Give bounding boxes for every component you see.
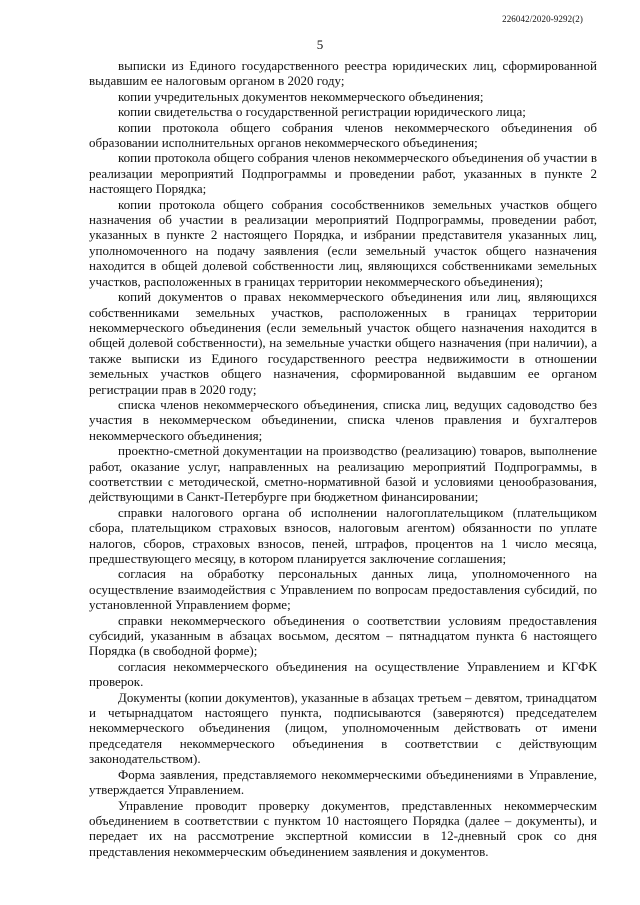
paragraph: копии протокола общего собрания членов некоммерческого объединения об участии в реализации мероприятий Подпрограммы и проведении работ, указанных в пункте 2 настоящего Порядка; bbox=[89, 150, 597, 197]
page-number: 5 bbox=[316, 37, 324, 52]
paragraph: копии свидетельства о государственной регистрации юридического лица; bbox=[118, 104, 526, 120]
paragraph: копии протокола общего собрания сособственников земельных участков общего назначения об участии в реализации мероприятий Подпрограммы, проведении работ, указанных в пункте 2 настоящего Порядка, и избрании представителя указанных лиц, уполномоченного на подачу заявления (если земельный участок общего назначения находится в общей долевой собственности лиц, являющихся собственниками земельных участков, расположенных в границах территории некоммерческого объединения); bbox=[89, 196, 597, 289]
paragraph: списка членов некоммерческого объединения, списка лиц, ведущих садоводство без участия в некоммерческом объединении, списка членов правления и бухгалтеров некоммерческого объединения; bbox=[89, 396, 597, 443]
document-registration-code: 226042/2020-9292(2) bbox=[502, 14, 583, 24]
paragraph: Управление проводит проверку документов, представленных некоммерческим объединением в соответствии с пунктом 10 настоящего Порядка (далее – документы), и передает их на рассмотрение экспертной комиссии в 12-дневный срок со дня представления некоммерческим объединением заявления и документов. bbox=[89, 797, 597, 859]
paragraph: выписки из Единого государственного реестра юридических лиц, сформированной выдавшим ее налоговым органом в 2020 году; bbox=[89, 58, 597, 89]
paragraph: согласия на обработку персональных данных лица, уполномоченного на осуществление взаимодействия с Управлением по вопросам предоставления субсидий, по установленной Управлением форме; bbox=[89, 566, 597, 613]
paragraph: Документы (копии документов), указанные в абзацах третьем – девятом, тринадцатом и четырнадцатом настоящего пункта, подписываются (заверяются) председателем некоммерческого объединения (лицом, уполномоченным действовать от имени председателя некоммерческого объединения в соответствии с действующим законодательством). bbox=[89, 689, 597, 767]
paragraph: Форма заявления, представляемого некоммерческими объединениями в Управление, утверждается Управлением. bbox=[89, 766, 597, 798]
paragraph: согласия некоммерческого объединения на осуществление Управлением и КГФК проверок. bbox=[89, 658, 597, 690]
paragraph: копии протокола общего собрания членов некоммерческого объединения об образовании исполнительных органов некоммерческого объединения; bbox=[89, 119, 597, 151]
paragraph: копии учредительных документов некоммерческого объединения; bbox=[118, 88, 484, 104]
paragraph: копий документов о правах некоммерческого объединения или лиц, являющихся собственниками земельных участков, расположенных в границах территории некоммерческого объединения (если земельный участок общего назначения находится в общей долевой собственности), на земельные участки общего назначения (при наличии), а также выписки из Единого государственного реестра недвижимости в отношении земельных участков общего назначения, сформированной выдавшим ее органом регистрации прав в 2020 году; bbox=[89, 289, 597, 397]
paragraph: справки некоммерческого объединения о соответствии условиям предоставления субсидий, указанным в абзацах восьмом, десятом – пятнадцатом пункта 6 настоящего Порядка (в свободной форме); bbox=[89, 612, 597, 659]
paragraph: справки налогового органа об исполнении налогоплательщиком (плательщиком сбора, плательщиком страховых взносов, налоговым агентом) обязанности по уплате налогов, сборов, страховых взносов, пеней, штрафов, процентов на 1 число месяца, предшествующего месяцу, в котором планируется заключение соглашения; bbox=[89, 504, 597, 566]
document-body bbox=[89, 58, 597, 859]
paragraph: проектно-сметной документации на производство (реализацию) товаров, выполнение работ, оказание услуг, направленных на реализацию мероприятий Подпрограммы, в соответствии с методической, сметно-нормативной базой и условиями ценообразования, действующими в Санкт-Петербурге при бюджетном финансировании; bbox=[89, 443, 597, 505]
